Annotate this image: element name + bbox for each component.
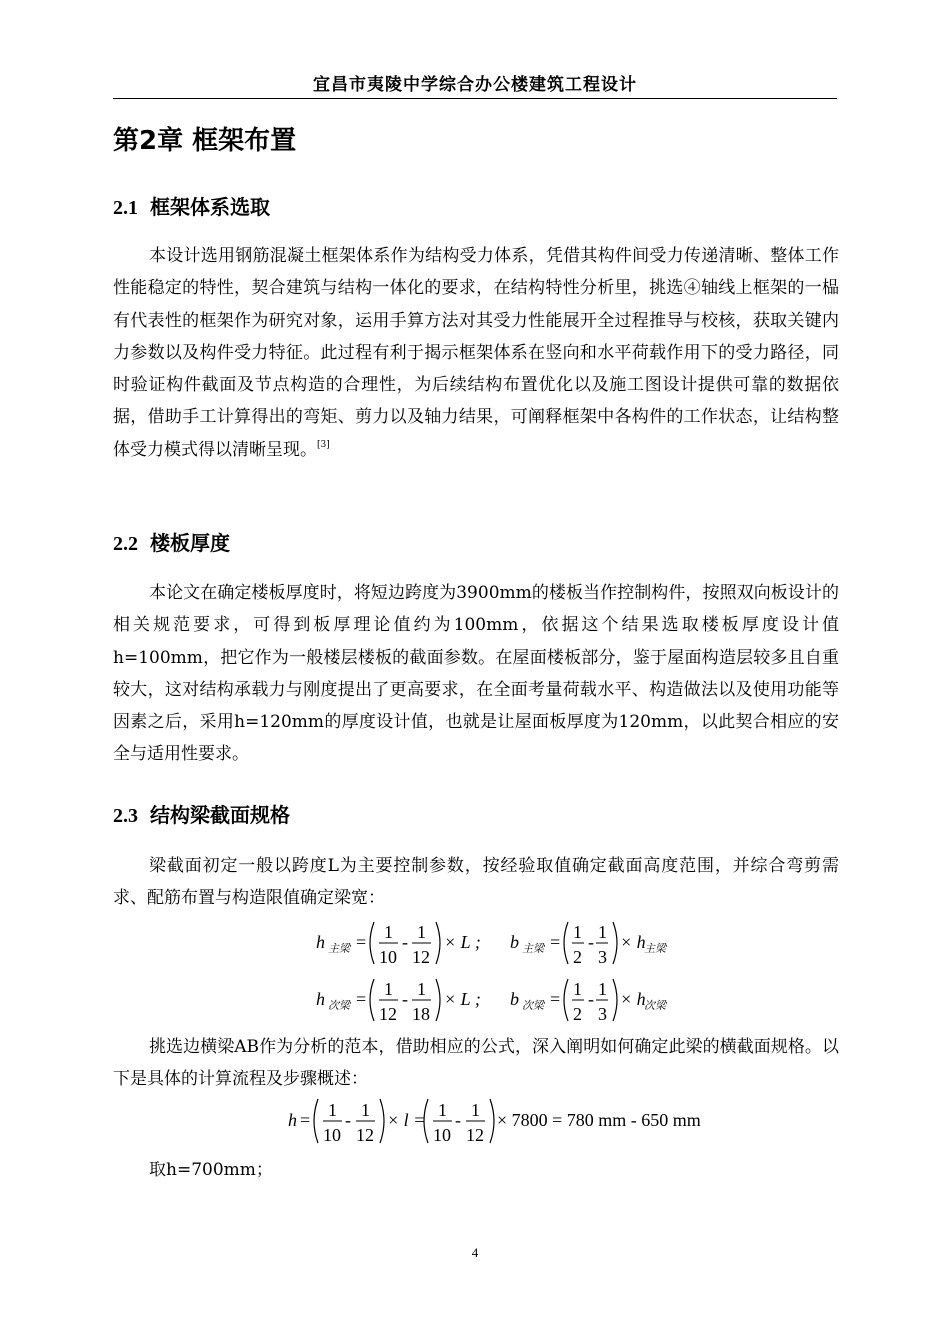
formula-subscript: 主梁 xyxy=(328,943,350,955)
denominator: 3 xyxy=(598,1004,607,1024)
formula-secondary-beam-height xyxy=(316,975,486,1025)
chapter-title: 第2章 框架布置 xyxy=(113,126,297,156)
section-title: 结构梁截面规格 xyxy=(150,803,290,827)
formula-lhs: h xyxy=(316,989,325,1009)
section-title: 楼板厚度 xyxy=(150,531,230,555)
denominator: 12 xyxy=(379,1004,397,1024)
numerator: 1 xyxy=(471,1100,480,1120)
numerator: 1 xyxy=(573,979,582,999)
formula-subscript: 次梁 xyxy=(644,1000,666,1012)
svg-text:=: = xyxy=(300,1110,311,1130)
formula-lhs: b xyxy=(510,932,519,952)
section-heading-2-1 xyxy=(113,192,270,223)
svg-text:=: = xyxy=(356,989,367,1009)
formula-subscript: 次梁 xyxy=(328,1000,350,1012)
denominator: 2 xyxy=(573,1004,582,1024)
numerator: 1 xyxy=(417,922,426,942)
svg-text:=: = xyxy=(356,932,367,952)
paragraph-take-h: 取h=700mm； xyxy=(149,1160,273,1180)
svg-text:-: - xyxy=(345,1110,351,1130)
formula-main-beam-height xyxy=(316,918,486,968)
denominator: 12 xyxy=(412,947,430,967)
formula-lhs: b xyxy=(510,989,519,1009)
svg-text:=: = xyxy=(550,989,561,1009)
paragraph-beam-ab: 挑选边横梁AB作为分析的范本，借助相应的公式，深入阐明如何确定此梁的横截面规格。以下是具体的计算流程及步骤概述： xyxy=(113,1037,839,1090)
denominator: 3 xyxy=(598,947,607,967)
svg-text:-: - xyxy=(402,932,408,952)
numerator: 1 xyxy=(598,979,607,999)
section-number: 2.1 xyxy=(113,197,138,219)
svg-text:-: - xyxy=(455,1110,461,1130)
formula-lhs: h xyxy=(316,932,325,952)
paragraph-text: 本设计选用钢筋混凝土框架体系作为结构受力体系，凭借其构件间受力传递清晰、整体工作性能稳定的特性，契合建筑与结构一体化的要求，在结构特性分析里，挑选④轴线上框架的一榀有代表性的框架作为研究对象，运用手算方法对其受力性能展开全过程推导与校核，获取关键内力参数以及构件受力特征。此过程有利于揭示框架体系在竖向和水平荷载作用下的受力路径，同时验证构件截面及节点构造的合理性，为后续结构布置优化以及施工图设计提供可靠的数据依据，借助手工计算得出的弯矩、剪力以及轴力结果，可阐释框架中各构件的工作状态，让结构整体受力模式得以清晰呈现。 xyxy=(113,246,839,460)
formula-main-beam-width xyxy=(510,918,680,968)
paragraph-beam-section: 梁截面初定一般以跨度L为主要控制参数，按经验取值确定截面高度范围，并综合弯剪需求、配筋布置与构造限值确定梁宽： xyxy=(113,856,839,909)
denominator: 12 xyxy=(466,1125,484,1145)
formula-tail: × L ; xyxy=(444,932,481,952)
numerator: 1 xyxy=(438,1100,447,1120)
denominator: 2 xyxy=(573,947,582,967)
page-number: 4 xyxy=(471,1245,479,1260)
formula-secondary-beam-width xyxy=(510,975,680,1025)
formula-result: × 7800 = 780 mm - 650 mm xyxy=(497,1110,701,1130)
formula-subscript: 主梁 xyxy=(522,943,544,955)
formula-beam-ab-height xyxy=(288,1095,718,1147)
numerator: 1 xyxy=(384,922,393,942)
running-header: 宜昌市夷陵中学综合办公楼建筑工程设计 xyxy=(113,72,837,99)
svg-text:-: - xyxy=(402,989,408,1009)
paragraph-slab-thickness: 本论文在确定楼板厚度时，将短边跨度为3900mm的楼板当作控制构件，按照双向板设计的相关规范要求，可得到板厚理论值约为100mm，依据这个结果选取楼板厚度设计值h=100mm，把它作为一般楼层楼板的截面参数。在屋面楼板部分，鉴于屋面构造层较多且自重较大，这对结构承载力与刚度提出了更高要求，在全面考量荷载水平、构造做法以及使用功能等因素之后，采用h=120mm的厚度设计值，也就是让屋面板厚度为120mm，以此契合相应的安全与适用性要求。 xyxy=(113,583,839,765)
numerator: 1 xyxy=(361,1100,370,1120)
svg-text:-: - xyxy=(588,989,594,1009)
denominator: 10 xyxy=(433,1125,451,1145)
numerator: 1 xyxy=(384,979,393,999)
numerator: 1 xyxy=(328,1100,337,1120)
formula-lhs: h xyxy=(288,1110,297,1130)
formula-tail: × h xyxy=(620,989,646,1009)
denominator: 10 xyxy=(323,1125,341,1145)
denominator: 18 xyxy=(412,1004,430,1024)
section-heading-2-2 xyxy=(113,528,230,559)
denominator: 12 xyxy=(356,1125,374,1145)
formula-tail: × h xyxy=(620,932,646,952)
section-heading-2-3 xyxy=(113,800,290,831)
section-number: 2.2 xyxy=(113,533,138,555)
formula-mid: × l = xyxy=(387,1110,426,1130)
citation-ref: [3] xyxy=(317,439,330,450)
paragraph-framework-system xyxy=(113,240,839,466)
formula-tail: × L ; xyxy=(444,989,481,1009)
denominator: 10 xyxy=(379,947,397,967)
svg-text:-: - xyxy=(588,932,594,952)
formula-subscript: 主梁 xyxy=(644,943,666,955)
numerator: 1 xyxy=(573,922,582,942)
numerator: 1 xyxy=(598,922,607,942)
svg-text:=: = xyxy=(550,932,561,952)
section-title: 框架体系选取 xyxy=(150,195,270,219)
section-number: 2.3 xyxy=(113,805,138,827)
formula-subscript: 次梁 xyxy=(522,1000,544,1012)
numerator: 1 xyxy=(417,979,426,999)
